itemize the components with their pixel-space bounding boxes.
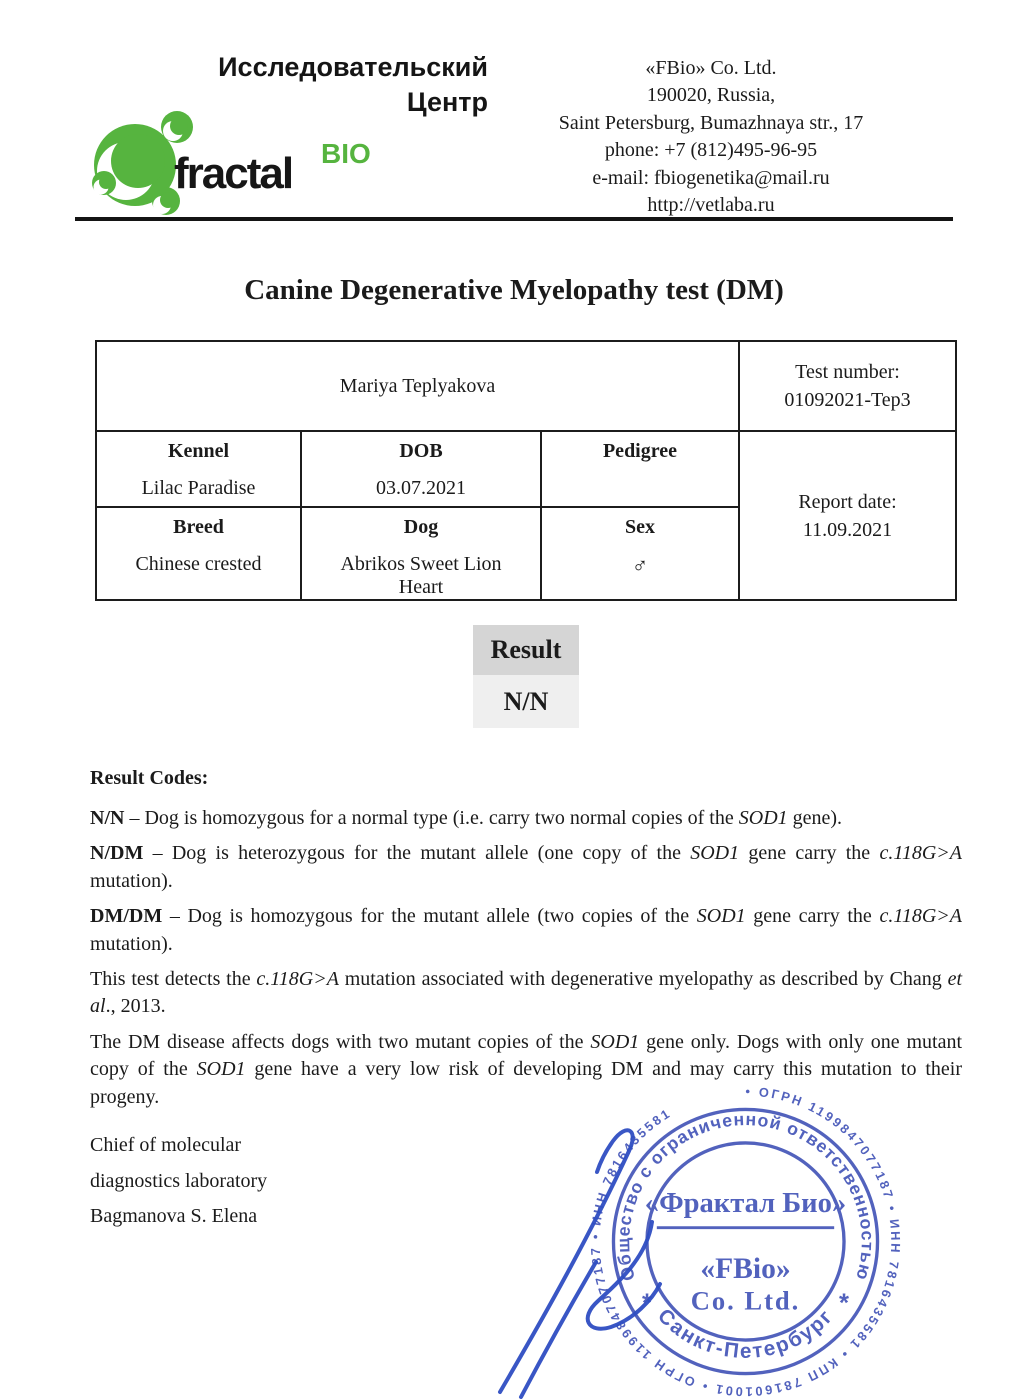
stamp-ring-bottom-text: Санкт-Петербург — [653, 1304, 838, 1363]
company-name: «FBio» Co. Ltd. — [645, 57, 777, 79]
phone-number: phone: +7 (812)495-96-95 — [604, 139, 818, 162]
result-value: N/N — [473, 675, 579, 728]
document-title: Canine Degenerative Myelopathy test (DM) — [244, 274, 784, 306]
male-symbol-icon: ♂ — [631, 553, 649, 578]
result-codes-heading: Result Codes: — [90, 767, 209, 789]
signoff-title-line2: diagnostics laboratory — [90, 1169, 268, 1192]
dob-label: DOB — [399, 440, 443, 462]
stamp-registration-numbers: • ОГРН 1199847077187 • ИНН 7816435581 • КПП 781601001 • ОГРН 1199847077187 • ИНН 7816435581 — [587, 1083, 904, 1399]
street-address: Saint Petersburg, Bumazhnaya str., 17 — [558, 111, 864, 134]
logo-wordmark: fractal — [174, 149, 293, 198]
result-code-ndm-paragraph: N/DM – Dog is heterozygous for the mutant allele (one copy of the SOD1 gene carry the c.118G>A mutation). — [90, 842, 962, 892]
org-name-line2: Центр — [406, 87, 488, 117]
website-url: http://vetlaba.ru — [647, 194, 775, 217]
result-code-dmdm-paragraph: DM/DM – Dog is homozygous for the mutant allele (two copies of the SOD1 gene carry the c.118G>A mutation). — [90, 905, 962, 955]
result-code-nn-paragraph: N/N – Dog is homozygous for a normal type (i.e. carry two normal copies of the SOD1 gene). — [90, 807, 843, 829]
test-number-label: Test number: — [795, 361, 900, 383]
result-header: Result — [473, 625, 579, 675]
org-name-line1: Исследовательский — [218, 52, 488, 82]
stamp-star-right: * — [839, 1289, 850, 1318]
dob-value: 03.07.2021 — [376, 477, 466, 499]
dog-label: Dog — [403, 516, 439, 538]
logo-bio-superscript: BIO — [321, 138, 371, 169]
email-address: e-mail: fbiogenetika@mail.ru — [592, 166, 830, 189]
sex-label: Sex — [625, 516, 655, 538]
kennel-label: Kennel — [167, 440, 230, 462]
breed-value: Chinese crested — [135, 553, 262, 575]
kennel-value: Lilac Paradise — [141, 477, 256, 499]
test-number-value: 01092021-Tep3 — [784, 389, 911, 411]
owner-name: Mariya Teplyakova — [339, 374, 496, 397]
stamp-star-left: * — [641, 1289, 652, 1318]
stamp-ring-top-text: Общество с ограниченной ответственностью — [613, 1109, 878, 1283]
stamp-company-name-en: «FBio» — [700, 1252, 791, 1285]
stamp-company-name-ru: «Фрактал Био» — [644, 1187, 847, 1219]
breed-label: Breed — [173, 516, 224, 538]
pedigree-label: Pedigree — [602, 440, 678, 462]
report-date-value: 11.09.2021 — [802, 518, 893, 541]
postal-code: 190020, Russia, — [646, 84, 776, 107]
signoff-person-name: Bagmanova S. Elena — [90, 1205, 258, 1227]
disease-info-paragraph: The DM disease affects dogs with two mutant copies of the SOD1 gene only. Dogs with only one mutant copy of the SOD1 gene have a very low risk of developing DM and may carry this mutation to their progeny. — [90, 1030, 963, 1108]
test-description-paragraph: This test detects the c.118G>A mutation associated with degenerative myelopathy as described by Chang et al., 2013. — [90, 968, 963, 1018]
stamp-company-suffix: Co. Ltd. — [690, 1285, 801, 1316]
report-date-label: Report date: — [798, 490, 897, 513]
signoff-title-line1: Chief of molecular — [90, 1134, 242, 1156]
dog-name-value: Abrikos Sweet Lion Heart — [340, 553, 502, 598]
